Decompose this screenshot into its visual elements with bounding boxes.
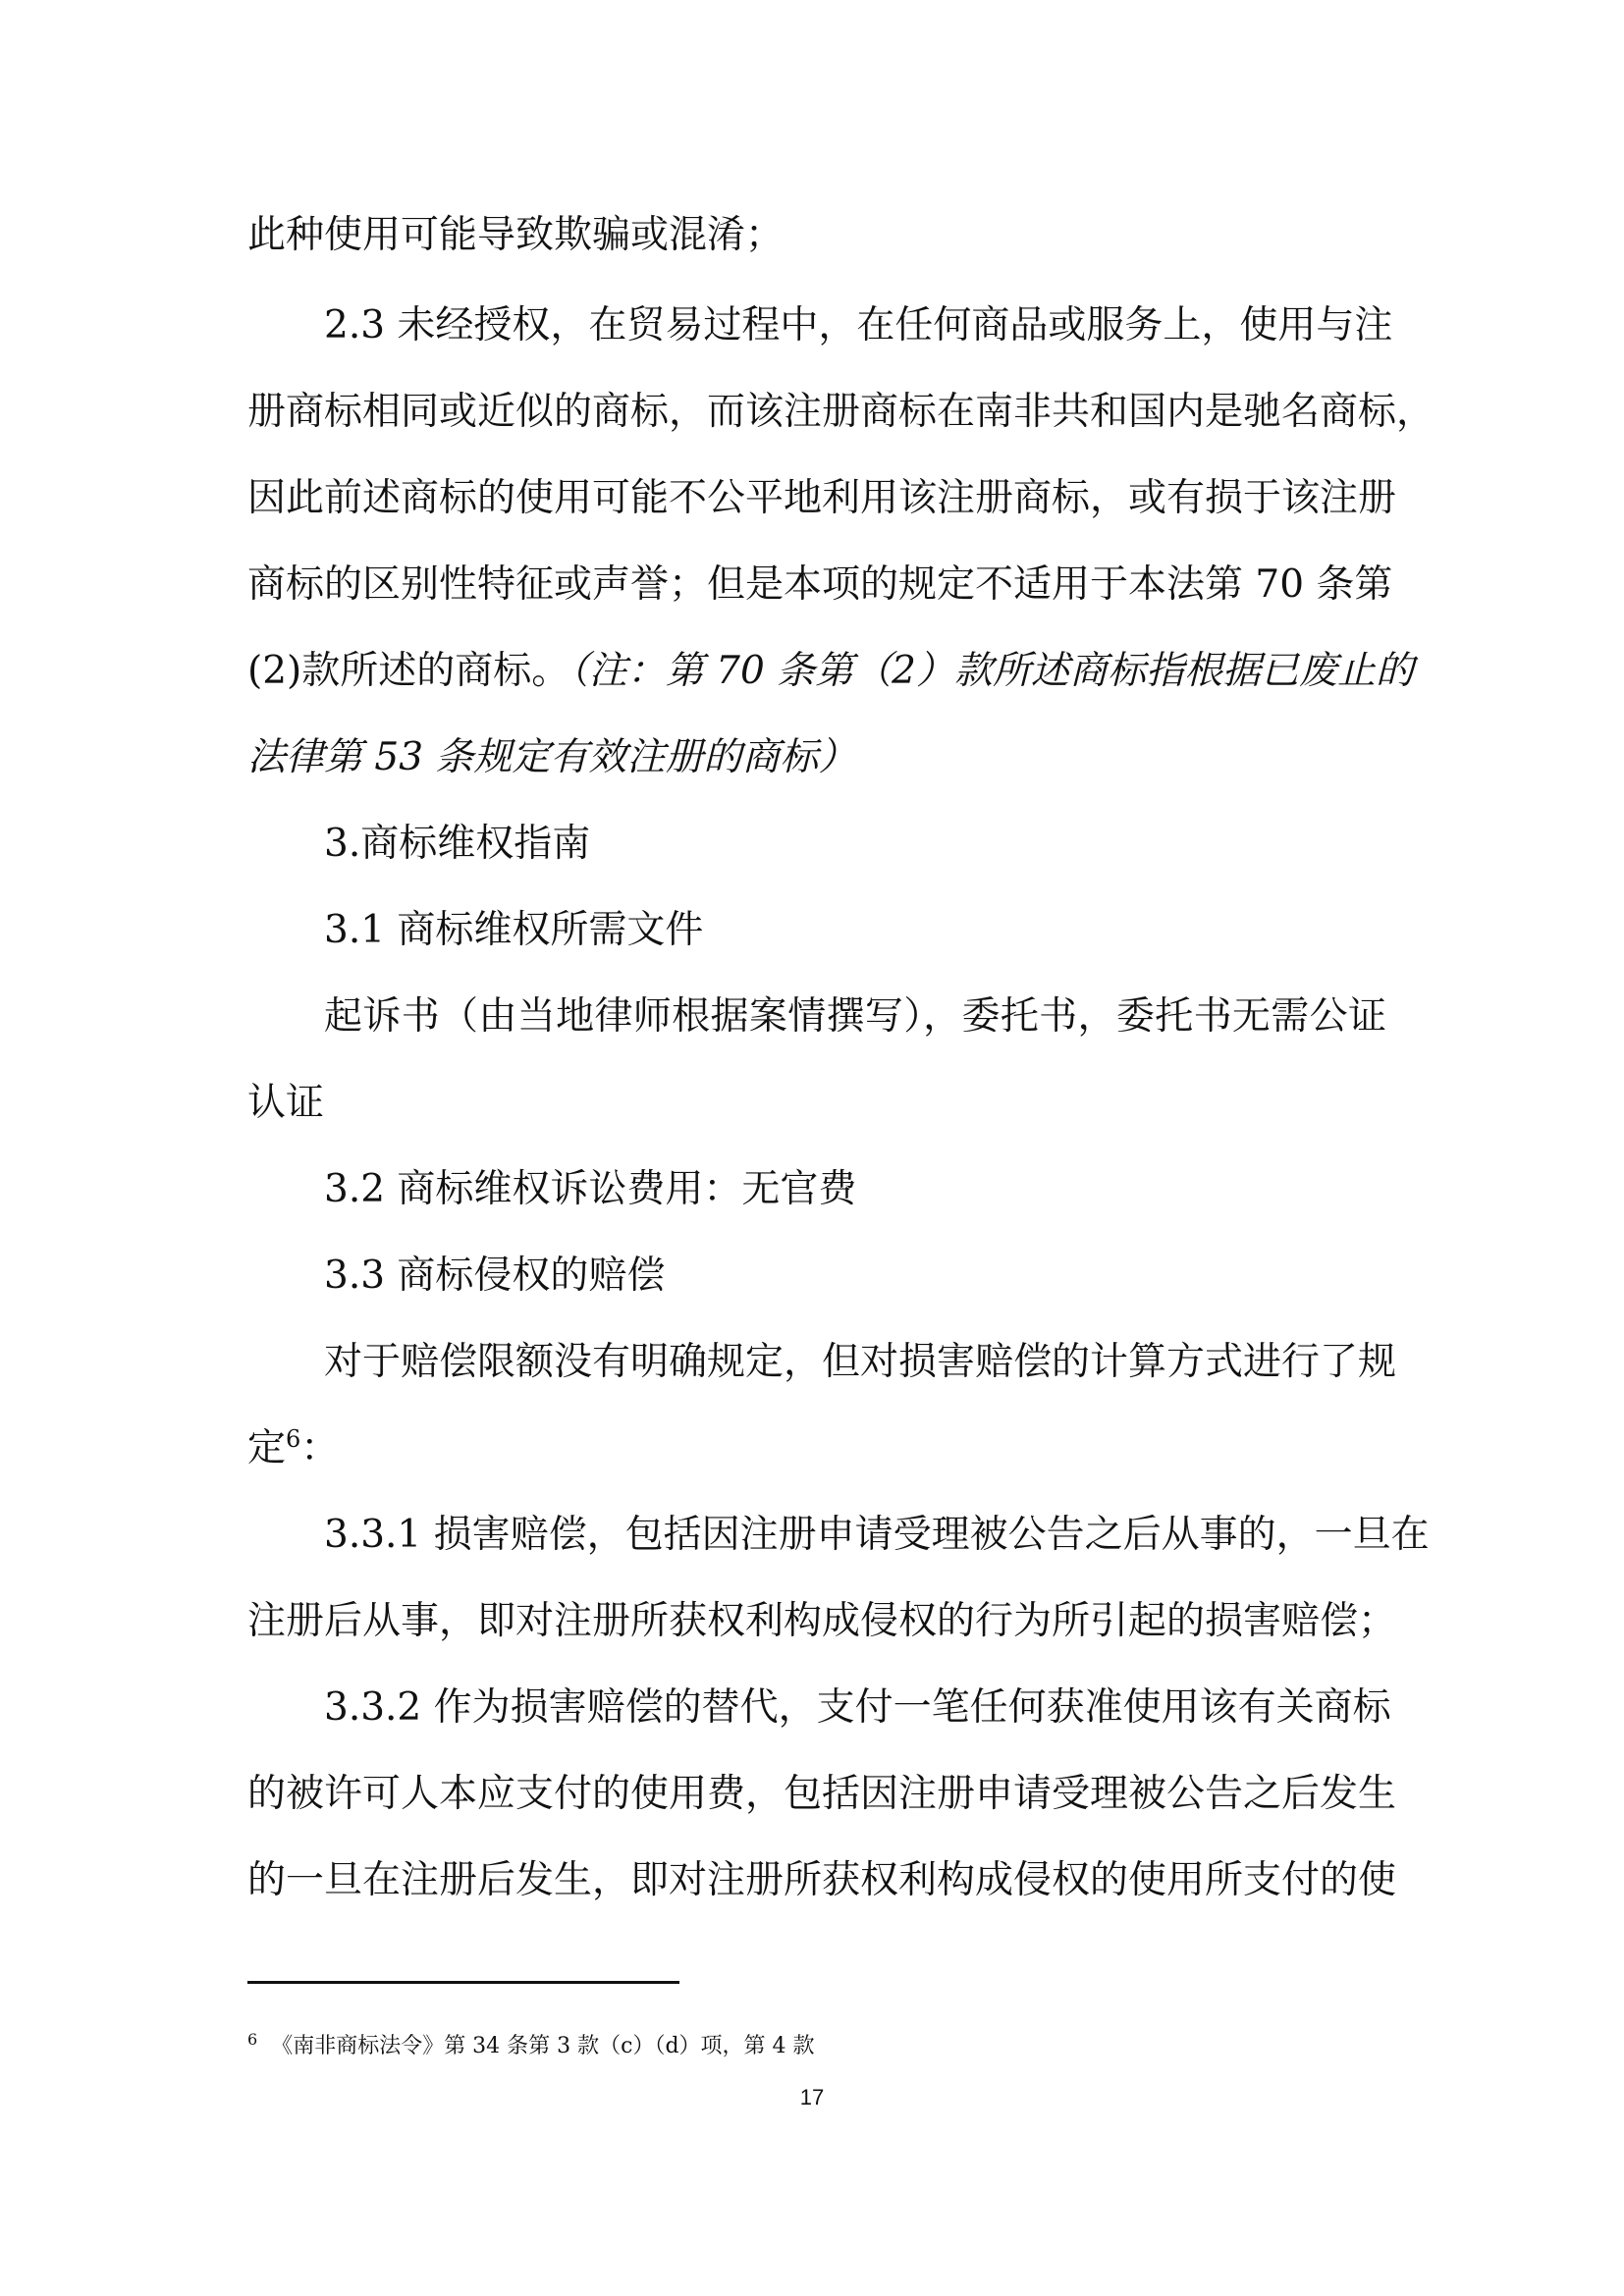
subsection-heading: 3.2 商标维权诉讼费用：无官费	[324, 1167, 857, 1211]
body-line: 3.3.2 作为损害赔偿的替代，支付一笔任何获准使用该有关商标	[324, 1685, 1391, 1730]
body-text: ：	[300, 1426, 340, 1470]
annotation-note: （注：第 70 条第（2）款所述商标指根据已废止的	[569, 649, 1414, 693]
footnote	[247, 2029, 815, 2061]
subsection-heading: 3.3 商标侵权的赔偿	[324, 1254, 666, 1298]
body-line: 注册后从事，即对注册所获权利构成侵权的行为所引起的损害赔偿；	[247, 1599, 1397, 1643]
body-line	[247, 642, 1414, 701]
body-line: 起诉书（由当地律师根据案情撰写），委托书，委托书无需公证	[324, 994, 1386, 1039]
footnote-divider	[247, 1981, 679, 1984]
body-line: 因此前述商标的使用可能不公平地利用该注册商标，或有损于该注册	[247, 476, 1397, 520]
body-line: 册商标相同或近似的商标，而该注册商标在南非共和国内是驰名商标，	[247, 390, 1435, 434]
footnote-reference[interactable]: 6	[286, 1425, 301, 1453]
body-line: 的被许可人本应支付的使用费，包括因注册申请受理被公告之后发生	[247, 1772, 1397, 1816]
body-text: (2)款所述的商标。	[247, 649, 570, 693]
body-line: 认证	[247, 1081, 325, 1125]
body-line: 的一旦在注册后发生，即对注册所获权利构成侵权的使用所支付的使	[247, 1858, 1397, 1902]
footnote-text: 《南非商标法令》第 34 条第 3 款（c）（d）项，第 4 款	[271, 2034, 815, 2058]
body-text: 定	[247, 1426, 287, 1470]
body-line: 3.3.1 损害赔偿，包括因注册申请受理被公告之后从事的，一旦在	[324, 1513, 1430, 1557]
subsection-heading: 3.1 商标维权所需文件	[324, 908, 704, 952]
page-number: 17	[799, 2085, 825, 2109]
body-line: 对于赔偿限额没有明确规定，但对损害赔偿的计算方式进行了规	[324, 1340, 1397, 1384]
footnote-marker: 6	[247, 2029, 258, 2049]
annotation-note: 法律第 53 条规定有效注册的商标）	[247, 735, 857, 779]
body-line: 商标的区别性特征或声誉；但是本项的规定不适用于本法第 70 条第	[247, 562, 1393, 607]
body-line: 此种使用可能导致欺骗或混淆；	[247, 213, 785, 257]
body-line: 2.3 未经授权，在贸易过程中，在任何商品或服务上，使用与注	[324, 303, 1393, 347]
section-heading: 3.商标维权指南	[324, 822, 591, 866]
body-line	[247, 1419, 1386, 1478]
